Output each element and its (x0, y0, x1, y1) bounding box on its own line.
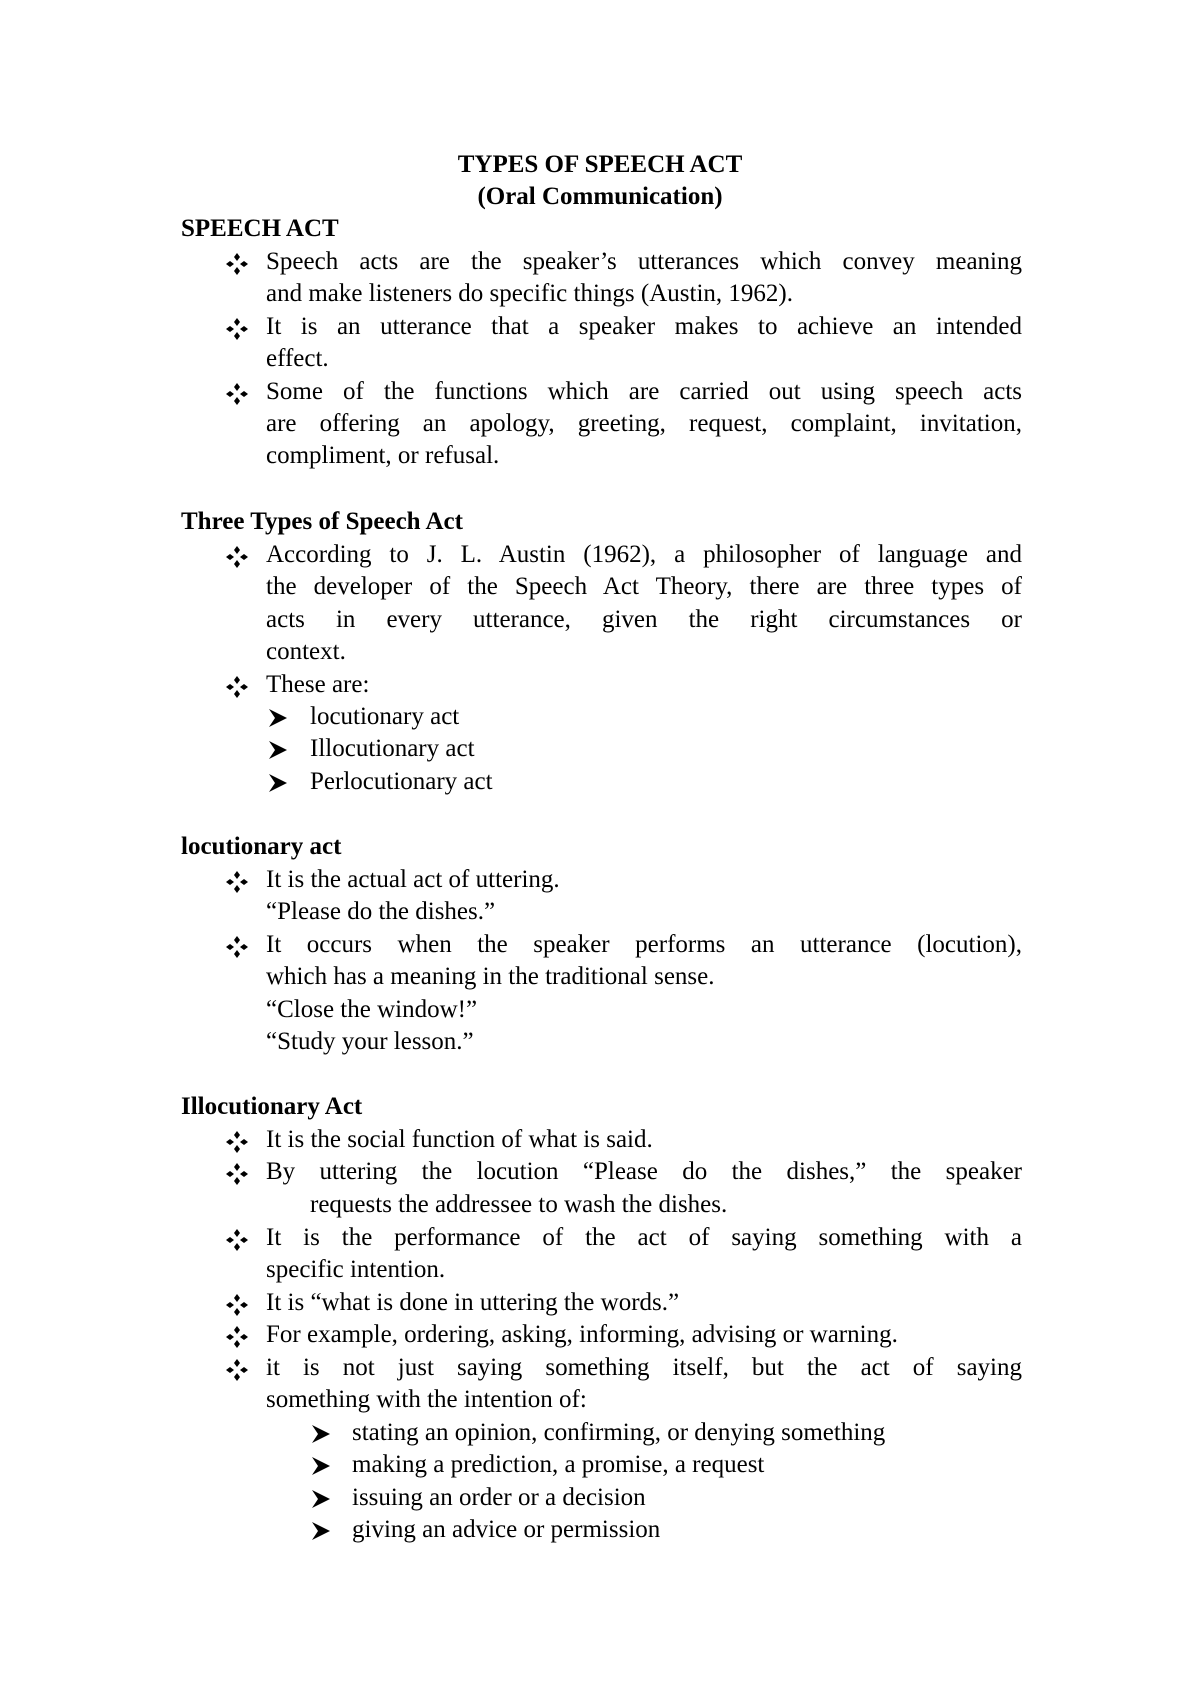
example-quote: “Study your lesson.” (266, 1028, 474, 1055)
paragraph-line: effect. (266, 345, 329, 372)
paragraph-line: Speech acts are the speaker’s utterances which convey meaning (266, 248, 1022, 275)
paragraph-line: It is the actual act of uttering. (266, 866, 560, 893)
diamond-bullet-icon (225, 935, 249, 959)
diamond-bullet-icon (225, 1228, 249, 1252)
diamond-bullet-icon (225, 675, 249, 699)
diamond-bullet-icon (225, 1130, 249, 1154)
paragraph-line: For example, ordering, asking, informing, advising or warning. (266, 1321, 898, 1348)
document-title: TYPES OF SPEECH ACT (457, 151, 743, 178)
diamond-bullet-icon (225, 545, 249, 569)
paragraph-line: something with the intention of: (266, 1386, 587, 1413)
diamond-bullet-icon (225, 317, 249, 341)
list-item: stating an opinion, confirming, or denying something (352, 1419, 886, 1446)
paragraph-line: and make listeners do specific things (Austin, 1962). (266, 280, 793, 307)
example-quote: “Close the window!” (266, 996, 478, 1023)
arrow-bullet-icon (310, 1488, 332, 1510)
paragraph-line: context. (266, 638, 346, 665)
arrow-bullet-icon (267, 707, 289, 729)
paragraph-line: It is the social function of what is said. (266, 1126, 653, 1153)
list-item: locutionary act (310, 703, 460, 730)
list-item: Perlocutionary act (310, 768, 493, 795)
section-heading-illocutionary: Illocutionary Act (181, 1093, 363, 1120)
arrow-bullet-icon (310, 1423, 332, 1445)
diamond-bullet-icon (225, 252, 249, 276)
paragraph-line: compliment, or refusal. (266, 442, 500, 469)
section-heading-locutionary: locutionary act (181, 833, 342, 860)
example-quote: “Please do the dishes.” (266, 898, 496, 925)
paragraph-line: It is the performance of the act of saying something with a (266, 1224, 1022, 1251)
arrow-bullet-icon (267, 772, 289, 794)
paragraph-line: it is not just saying something itself, but the act of saying (266, 1354, 1022, 1381)
diamond-bullet-icon (225, 1293, 249, 1317)
diamond-bullet-icon (225, 382, 249, 406)
paragraph-line: It is an utterance that a speaker makes to achieve an intended (266, 313, 1022, 340)
paragraph-line: By uttering the locution “Please do the dishes,” the speaker (266, 1158, 1022, 1185)
section-heading-three-types: Three Types of Speech Act (181, 508, 463, 535)
paragraph-line: It is “what is done in uttering the words.” (266, 1289, 680, 1316)
paragraph-line: specific intention. (266, 1256, 446, 1283)
paragraph-line: It occurs when the speaker performs an utterance (locution), (266, 931, 1022, 958)
arrow-bullet-icon (310, 1520, 332, 1542)
section-heading-speech-act: SPEECH ACT (181, 215, 339, 242)
paragraph-line: the developer of the Speech Act Theory, there are three types of (266, 573, 1022, 600)
paragraph-line: These are: (266, 671, 370, 698)
list-item: Illocutionary act (310, 735, 475, 762)
paragraph-line: According to J. L. Austin (1962), a philosopher of language and (266, 541, 1022, 568)
list-item: making a prediction, a promise, a request (352, 1451, 765, 1478)
diamond-bullet-icon (225, 1325, 249, 1349)
arrow-bullet-icon (267, 739, 289, 761)
paragraph-line: are offering an apology, greeting, request, complaint, invitation, (266, 410, 1022, 437)
arrow-bullet-icon (310, 1455, 332, 1477)
diamond-bullet-icon (225, 1162, 249, 1186)
diamond-bullet-icon (225, 1358, 249, 1382)
paragraph-line: which has a meaning in the traditional sense. (266, 963, 715, 990)
list-item: giving an advice or permission (352, 1516, 661, 1543)
paragraph-line: Some of the functions which are carried out using speech acts (266, 378, 1022, 405)
paragraph-line: requests the addressee to wash the dishes. (310, 1191, 728, 1218)
diamond-bullet-icon (225, 870, 249, 894)
list-item: issuing an order or a decision (352, 1484, 646, 1511)
document-subtitle: (Oral Communication) (477, 183, 723, 210)
paragraph-line: acts in every utterance, given the right circumstances or (266, 606, 1022, 633)
